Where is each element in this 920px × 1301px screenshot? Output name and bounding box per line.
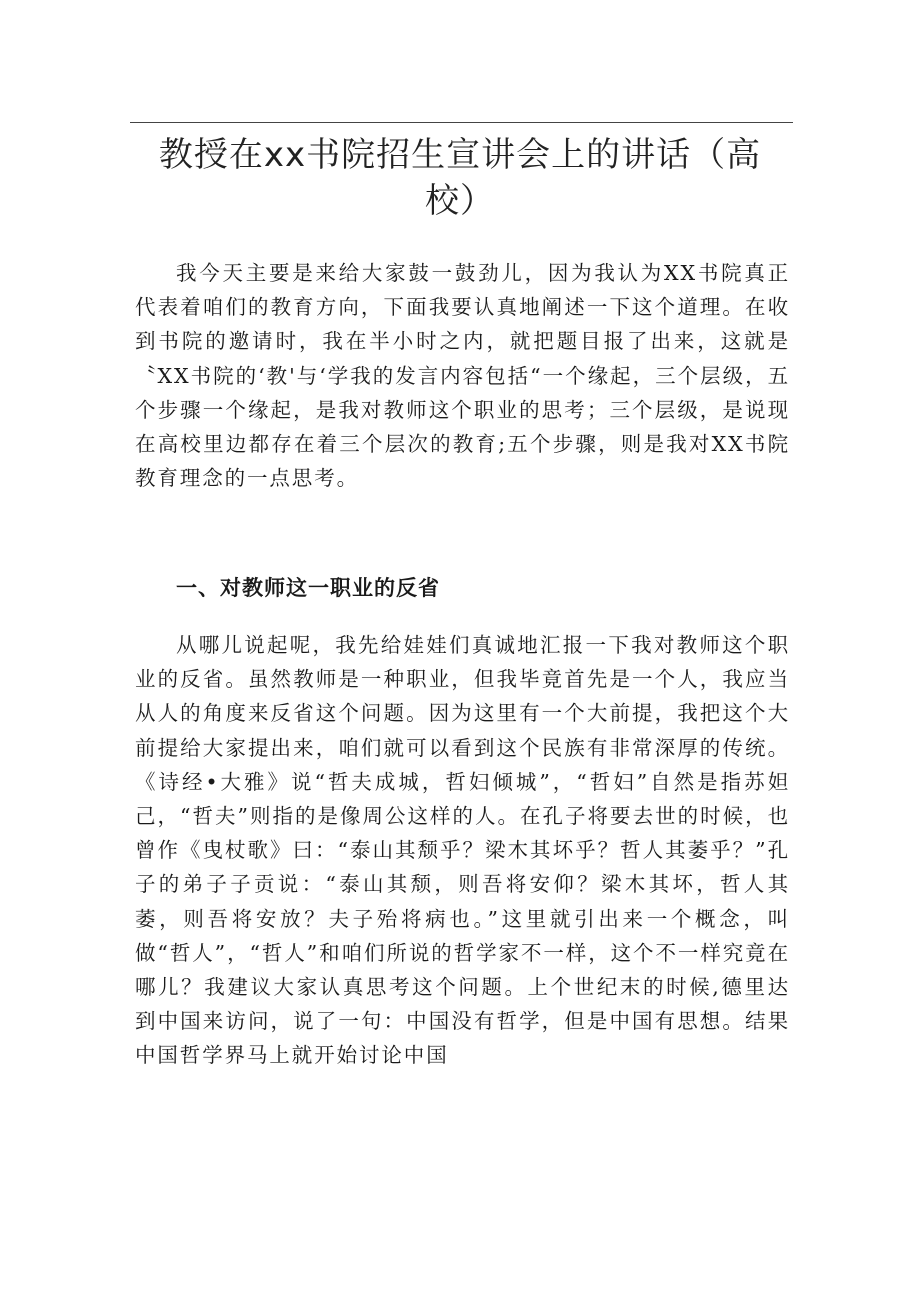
header-rule [130,122,793,123]
intro-paragraph: 我今天主要是来给大家鼓一鼓劲儿，因为我认为XX书院真正代表着咱们的教育方向，下面我要认真地阐述一下这个道理。在收到书院的邀请时，我在半小时之内，就把题目报了出来，这就是〝XX书院的‘教'与‘学我的发言内容包括“一个缘起，三个层级，五个步骤一个缘起，是我对教师这个职业的思考；三个层级，是说现在高校里边都存在着三个层次的教育;五个步骤，则是我对XX书院教育理念的一点思考。 [135,261,790,491]
section-heading: 一、对教师这一职业的反省 [176,576,440,600]
body-paragraph: 从哪儿说起呢，我先给娃娃们真诚地汇报一下我对教师这个职业的反省。虽然教师是一种职业，但我毕竟首先是一个人，我应当从人的角度来反省这个问题。因为这里有一个大前提，我把这个大前提给大家提出来，咱们就可以看到这个民族有非常深厚的传统。《诗经•大雅》说“哲夫成城，哲妇倾城”，“哲妇”自然是指苏妲己，“哲夫”则指的是像周公这样的人。在孔子将要去世的时候，也曾作《曳杖歌》曰：“泰山其颓乎？梁木其坏乎？哲人其萎乎？”孔子的弟子子贡说：“泰山其颓，则吾将安仰？梁木其坏，哲人其萎，则吾将安放？夫子殆将病也。”这里就引出来一个概念，叫做“哲人”，“哲人”和咱们所说的哲学家不一样，这个不一样究竟在哪儿？我建议大家认真思考这个问题。上个世纪末的时候,德里达到中国来访问，说了一句：中国没有哲学，但是中国有思想。结果中国哲学界马上就开始讨论中国 [135,633,790,1068]
document-title: 教授在xx书院招生宣讲会上的讲话（高校） [158,135,762,221]
